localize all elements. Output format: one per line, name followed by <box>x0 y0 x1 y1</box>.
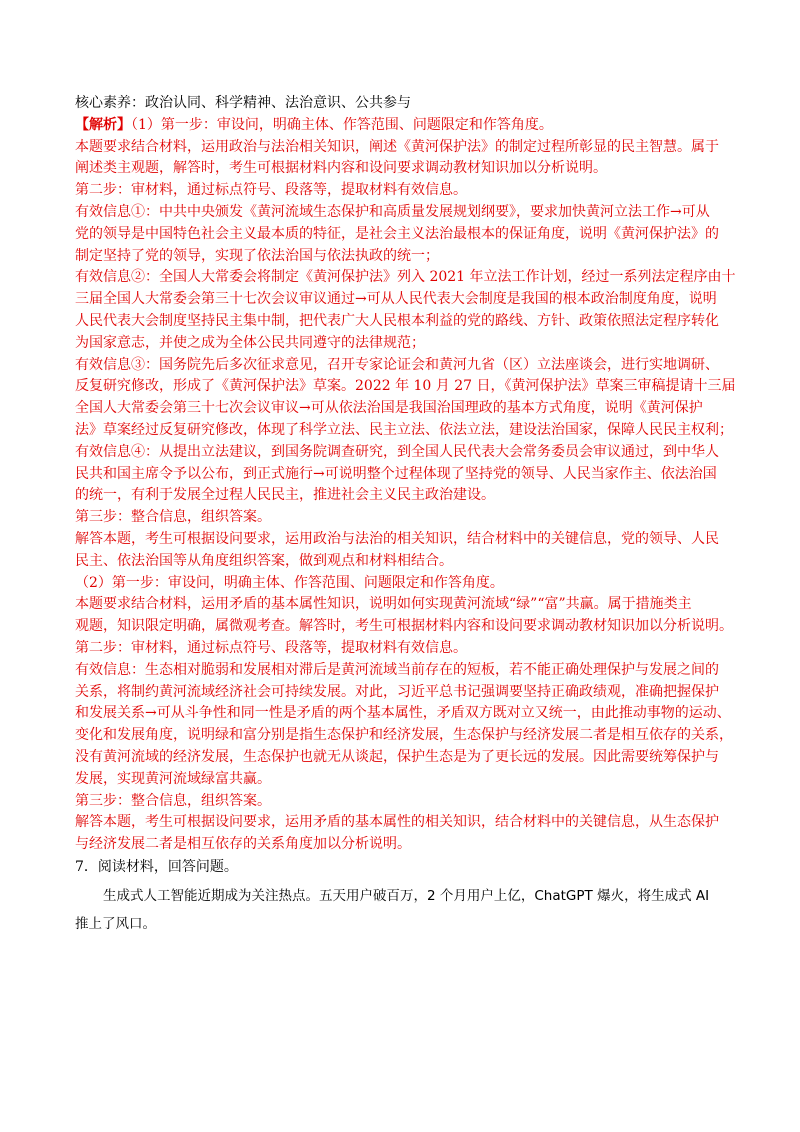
analysis-line <box>75 573 735 595</box>
analysis-line <box>75 420 735 442</box>
line-text: 核心素养：政治认同、科学精神、法治意识、公共参与 <box>75 95 411 111</box>
analysis-line <box>75 812 735 834</box>
line-text: 制定坚持了党的领导，实现了依法治国与依法执政的统一； <box>75 247 439 264</box>
analysis-line <box>75 442 735 464</box>
line-text: 本题要求结合材料，运用政治与法治相关知识，阐述《黄河保护法》的制定过程所彰显的民主智慧。属于 <box>75 138 719 155</box>
line-text: 有效信息②：全国人大常委会将制定《黄河保护法》列入 2021 年立法工作计划，经过一系列法定程序由十 <box>75 269 736 286</box>
line-text: 民主、依法治国等从角度组织答案，做到观点和材料相结合。 <box>75 552 453 569</box>
line-text: 有效信息④：从提出立法建议，到国务院调查研究，到全国人民代表大会常务委员会审议通过，到中华人 <box>75 443 719 460</box>
analysis-line <box>75 267 735 289</box>
analysis-line <box>75 638 735 660</box>
line-text: （2）第一步：审设问，明确主体、作答范围、问题限定和作答角度。 <box>75 574 504 591</box>
line-text: 有效信息①：中共中央颁发《黄河流域生态保护和高质量发展规划纲要》，要求加快黄河立法工作→可从 <box>75 203 710 220</box>
line-text: 三届全国人大常委会第三十七次会议审议通过→可从人民代表大会制度是我国的根本政治制度角度，说明 <box>75 291 717 308</box>
line-text: 第三步：整合信息，组织答案。 <box>75 792 271 809</box>
analysis-line <box>75 289 735 311</box>
analysis-line <box>75 769 735 791</box>
line-text: 观题，知识限定明确，属微观考查。解答时，考生可根据材料内容和设问要求调动教材知识加以分析说明。 <box>75 618 733 635</box>
line-text: 解答本题，考生可根据设问要求，运用政治与法治的相关知识，结合材料中的关键信息，党的领导、人民 <box>75 530 719 547</box>
analysis-line <box>75 333 735 355</box>
analysis-line <box>75 246 735 268</box>
analysis-line <box>75 834 735 856</box>
analysis-line <box>75 485 735 507</box>
analysis-line <box>75 158 735 180</box>
analysis-line <box>75 703 735 725</box>
line-text: 的统一，有利于发展全过程人民民主，推进社会主义民主政治建设。 <box>75 487 495 504</box>
line-text: 有效信息③：国务院先后多次征求意见，召开专家论证会和黄河九省（区）立法座谈会，进行实地调研、 <box>75 356 719 373</box>
line-text: 变化和发展角度，说明绿和富分别是指生态保护和经济发展，生态保护与经济发展二者是相互依存的关系， <box>75 727 733 744</box>
line-text: 没有黄河流域的经济发展，生态保护也就无从谈起，保护生态是为了更长远的发展。因此需要统筹保护与 <box>75 748 719 765</box>
analysis-line <box>75 747 735 769</box>
line-text: 第二步：审材料，通过标点符号、段落等，提取材料有效信息。 <box>75 182 467 199</box>
line-text: （1）第一步：审设问，明确主体、作答范围、问题限定和作答角度。 <box>131 116 553 133</box>
analysis-line <box>75 594 735 616</box>
analysis-line <box>75 398 735 420</box>
line-text: 为国家意志，并使之成为全体公民共同遵守的法律规范； <box>75 334 425 351</box>
document-content <box>75 93 735 938</box>
line-text: 阐述类主观题，解答时，考生可根据材料内容和设问要求调动教材知识加以分析说明。 <box>75 160 607 177</box>
line-text: 全国人大常委会第三十七次会议审议→可从依法治国是我国治国理政的基本方式角度，说明《黄河保护 <box>75 400 703 417</box>
material-passage <box>75 882 735 938</box>
line-text: 民共和国主席令予以公布，到正式施行→可说明整个过程体现了坚持党的领导、人民当家作主、依法治国 <box>75 465 717 482</box>
analysis-line <box>75 202 735 224</box>
line-text: 第三步：整合信息，组织答案。 <box>75 509 271 526</box>
analysis-line <box>75 791 735 813</box>
line-text: 反复研究修改，形成了《黄河保护法》草案。2022 年 10 月 27 日，《黄河保护法》草案三审稿提请十三届 <box>75 378 736 395</box>
analysis-label: 【解析】 <box>75 116 131 133</box>
analysis-line <box>75 224 735 246</box>
analysis-line <box>75 137 735 159</box>
material-line: 生成式人工智能近期成为关注热点。五天用户破百万，2 个月用户上亿，ChatGPT 爆火，将生成式 AI <box>103 887 710 904</box>
analysis-line <box>75 180 735 202</box>
line-text: 有效信息：生态相对脆弱和发展相对滞后是黄河流域当前存在的短板，若不能正确处理保护与发展之间的 <box>75 661 719 678</box>
analysis-line <box>75 311 735 333</box>
analysis-line <box>75 507 735 529</box>
analysis-line <box>75 616 735 638</box>
analysis-line <box>75 551 735 573</box>
line-text: 第二步：审材料，通过标点符号、段落等，提取材料有效信息。 <box>75 639 467 656</box>
analysis-line <box>75 464 735 486</box>
line-text: 和发展关系→可从斗争性和同一性是矛盾的两个基本属性，矛盾双方既对立又统一，由此推动事物的运动、 <box>75 705 731 722</box>
line-text: 人民代表大会制度坚持民主集中制，把代表广大人民根本利益的党的路线、方针、政策依照法定程序转化 <box>75 312 719 329</box>
analysis-line <box>75 529 735 551</box>
analysis-line <box>75 376 735 398</box>
analysis-line <box>75 115 735 137</box>
line-text: 与经济发展二者是相互依存的关系角度加以分析说明。 <box>75 836 411 853</box>
line-text: 解答本题，考生可根据设问要求，运用矛盾的基本属性的相关知识，结合材料中的关键信息，从生态保护 <box>75 814 719 831</box>
line-text: 关系，将制约黄河流域经济社会可持续发展。对此，习近平总书记强调要坚持正确政绩观，准确把握保护 <box>75 683 719 700</box>
line-text: 党的领导是中国特色社会主义最本质的特征，是社会主义法治最根本的保证角度，说明《黄河保护法》的 <box>75 225 719 242</box>
analysis-line <box>75 660 735 682</box>
analysis-line <box>75 725 735 747</box>
core-literacy-line <box>75 93 735 115</box>
line-text: 发展，实现黄河流域绿富共赢。 <box>75 770 271 787</box>
line-text: 法》草案经过反复研究修改，体现了科学立法、民主立法、依法立法，建设法治国家，保障人民民主权利； <box>75 421 733 438</box>
question-7-heading: 7．阅读材料，回答问题。 <box>75 858 238 875</box>
analysis-line <box>75 355 735 377</box>
analysis-line <box>75 682 735 704</box>
line-text: 本题要求结合材料，运用矛盾的基本属性知识，说明如何实现黄河流域“绿”“富”共赢。属于措施类主 <box>75 596 692 613</box>
material-line: 推上了风口。 <box>75 915 156 932</box>
